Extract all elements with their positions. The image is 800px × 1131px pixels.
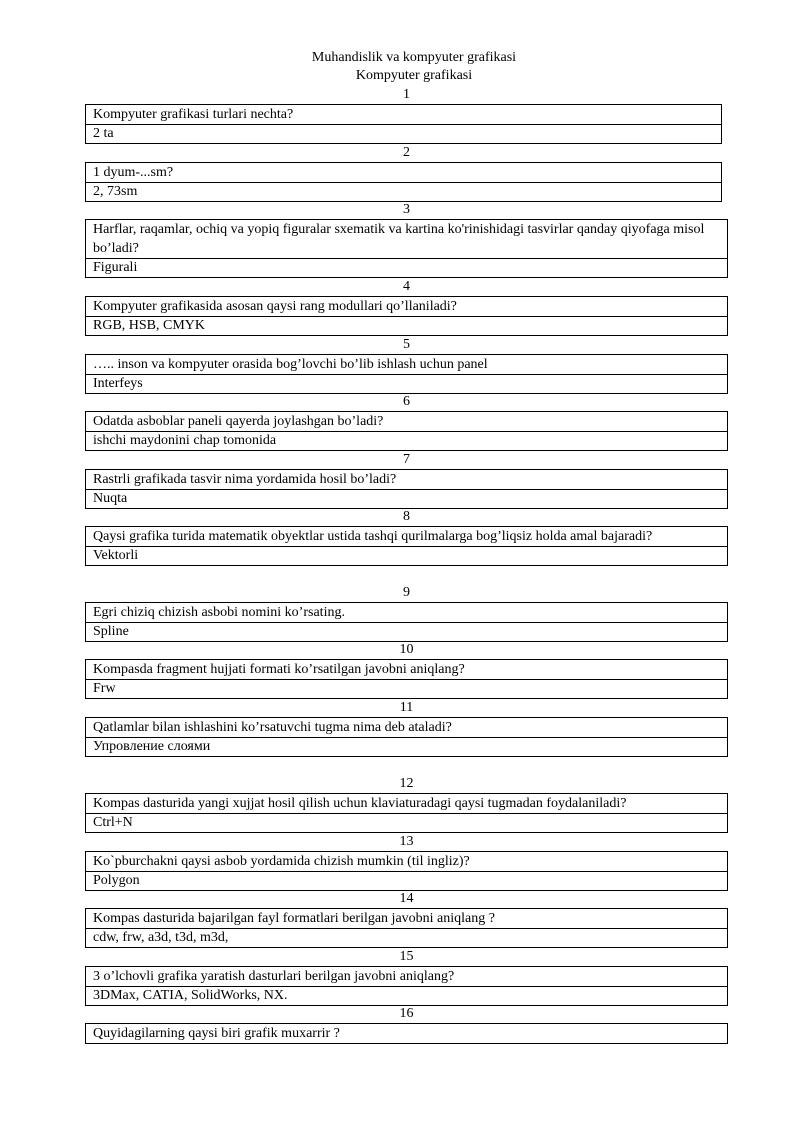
question-box <box>85 526 728 566</box>
answer-text: 2, 73sm <box>93 184 138 199</box>
question-number: 7 <box>403 452 410 467</box>
question-number: 5 <box>403 337 410 352</box>
question-text: Kompyuter grafikasi turlari nechta? <box>86 105 721 125</box>
question-6 <box>85 393 728 451</box>
question-number: 8 <box>403 509 410 524</box>
question-number: 12 <box>399 776 414 791</box>
question-text: Ko`pburchakni qaysi asbob yordamida chizish mumkin (til ingliz)? <box>86 852 727 872</box>
question-text: ….. inson va kompyuter orasida bog’lovchi bo’lib ishlash uchun panel <box>86 355 727 375</box>
question-box <box>85 104 722 144</box>
question-box <box>85 219 728 278</box>
answer-text: Ctrl+N <box>93 815 133 830</box>
answer-text: cdw, frw, a3d, t3d, m3d, <box>93 930 229 945</box>
answer-text: 3DMax, CATIA, SolidWorks, NX. <box>93 988 288 1003</box>
question-box <box>85 851 728 891</box>
answer-text: Упровление слоями <box>93 739 211 754</box>
question-box <box>85 717 728 757</box>
question-number: 15 <box>399 949 414 964</box>
question-number: 14 <box>399 891 414 906</box>
question-text: Kompyuter grafikasida asosan qaysi rang modullari qo’llaniladi? <box>86 297 727 317</box>
question-box <box>85 793 728 833</box>
answer-text: Polygon <box>93 873 140 888</box>
question-number: 4 <box>403 279 410 294</box>
question-2 <box>85 144 728 202</box>
question-14 <box>85 890 728 948</box>
subject-title: Muhandislik va kompyuter grafikasi <box>311 50 517 65</box>
question-text: Rastrli grafikada tasvir nima yordamida hosil bo’ladi? <box>86 470 727 490</box>
question-box <box>85 469 728 509</box>
answer-text: Nuqta <box>93 491 128 506</box>
question-box <box>85 162 722 202</box>
question-number: 16 <box>399 1006 414 1021</box>
question-box <box>85 908 728 948</box>
question-number: 3 <box>403 202 410 217</box>
answer-text: Interfeys <box>93 376 143 391</box>
question-text: Quyidagilarning qaysi biri grafik muxarrir ? <box>93 1026 340 1041</box>
question-number: 6 <box>403 394 410 409</box>
question-number: 9 <box>403 585 410 600</box>
answer-text: Spline <box>93 624 129 639</box>
question-number: 11 <box>399 700 414 715</box>
answer-text: ishchi maydonini chap tomonida <box>93 433 277 448</box>
question-box <box>85 659 728 699</box>
question-11 <box>85 699 728 757</box>
question-box <box>85 296 728 336</box>
question-text: Harflar, raqamlar, ochiq va yopiq figuralar sxematik va kartina ko'rinishidagi tasvirlar qanday qiyofaga misol bo’ladi? <box>86 220 727 259</box>
question-box <box>85 1023 728 1044</box>
question-12 <box>85 775 728 833</box>
question-8 <box>85 508 728 566</box>
question-number: 2 <box>403 145 410 160</box>
question-number: 10 <box>399 642 414 657</box>
question-text: Egri chiziq chizish asbobi nomini ko’rsating. <box>86 603 727 623</box>
answer-text: Figurali <box>93 260 138 275</box>
question-text: Qaysi grafika turida matematik obyektlar ustida tashqi qurilmalarga bog’liqsiz holda amal bajaradi? <box>86 527 727 547</box>
question-text: 3 o’lchovli grafika yaratish dasturlari berilgan javobni aniqlang? <box>86 967 727 987</box>
question-text: Qatlamlar bilan ishlashini ko’rsatuvchi tugma nima deb ataladi? <box>86 718 727 738</box>
question-text: Kompasda fragment hujjati formati ko’rsatilgan javobni aniqlang? <box>86 660 727 680</box>
question-text: Kompas dasturida bajarilgan fayl formatlari berilgan javobni aniqlang ? <box>86 909 727 929</box>
question-13 <box>85 833 728 891</box>
question-box <box>85 411 728 451</box>
question-15 <box>85 948 728 1006</box>
question-4 <box>85 278 728 336</box>
question-text: Odatda asboblar paneli qayerda joylashgan bo’ladi? <box>86 412 727 432</box>
question-box <box>85 966 728 1006</box>
question-5 <box>85 336 728 394</box>
question-7 <box>85 451 728 509</box>
question-1 <box>85 86 728 144</box>
question-number: 1 <box>403 87 410 102</box>
answer-text: 2 ta <box>93 126 114 141</box>
answer-text: Vektorli <box>93 548 139 563</box>
question-text: Kompas dasturida yangi xujjat hosil qilish uchun klaviaturadagi qaysi tugmadan foydalaniladi? <box>86 794 727 814</box>
answer-text: RGB, HSB, CMYK <box>93 318 206 333</box>
question-16 <box>85 1005 728 1044</box>
question-text: 1 dyum-...sm? <box>86 163 721 183</box>
question-number: 13 <box>399 834 414 849</box>
question-3 <box>85 201 728 278</box>
question-10 <box>85 641 728 699</box>
topic-title: Kompyuter grafikasi <box>355 68 473 83</box>
answer-text: Frw <box>93 681 116 696</box>
question-box <box>85 354 728 394</box>
question-box <box>85 602 728 642</box>
question-9 <box>85 584 728 642</box>
